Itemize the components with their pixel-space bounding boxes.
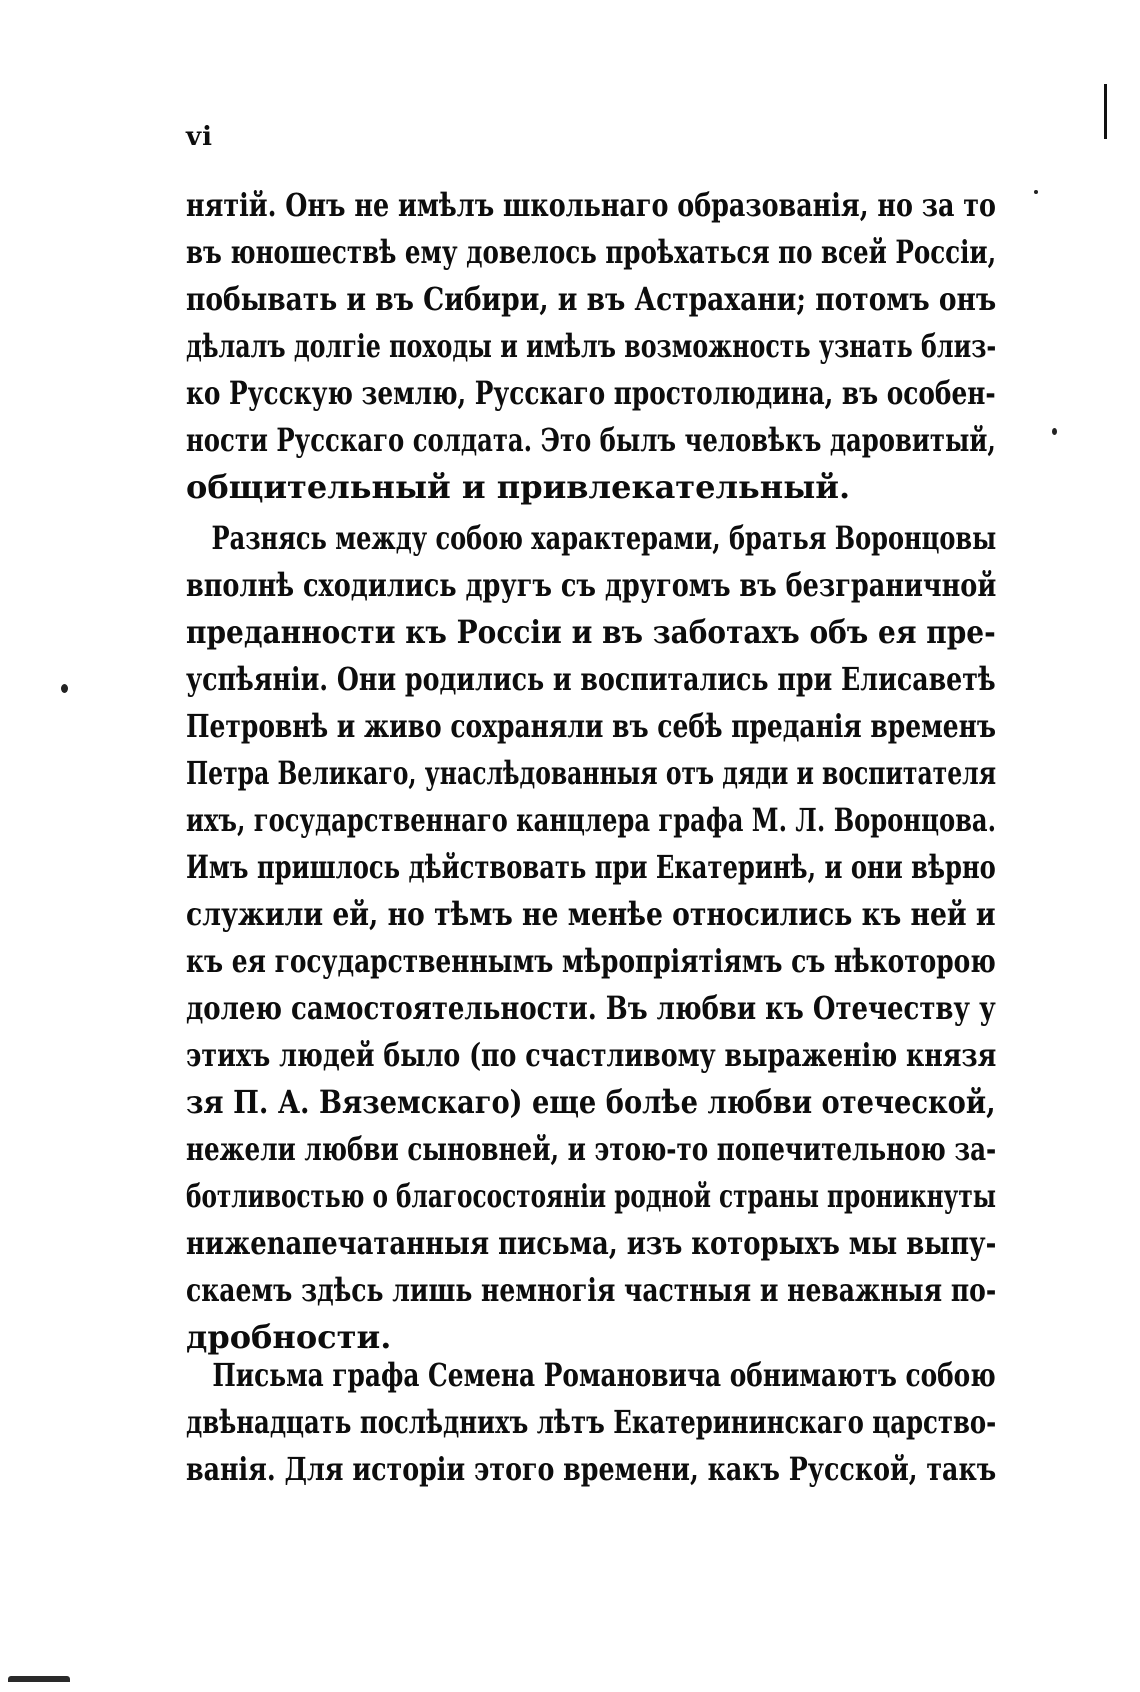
text-line: ихъ, государственнаго канцлера графа М. Л. Воронцова. — [186, 801, 997, 839]
paragraph-2 — [186, 515, 996, 1361]
text-line: Имъ пришлось дѣйствовать при Екатеринѣ, и они вѣрно — [186, 848, 996, 886]
text-line: вполнѣ сходились другъ съ другомъ въ безграничной — [186, 566, 997, 604]
text-line: ности Русскаго солдата. Это былъ человѣкъ даровитый, — [186, 421, 996, 459]
text-line: дѣлалъ долгіе походы и имѣлъ возможность узнать близ- — [186, 327, 997, 365]
text-line: служили ей, но тѣмъ не менѣе относились къ ней и — [186, 895, 996, 933]
paragraph-1 — [186, 182, 996, 511]
text-line: зя П. А. Вяземскаго) еще болѣе любви отеческой, — [186, 1083, 996, 1121]
text-line: скаемъ здѣсь лишь немногія частныя и неважныя по- — [186, 1271, 997, 1309]
text-line: ванія. Для исторіи этого времени, какъ Русской, такъ — [186, 1450, 997, 1488]
text-line: нижеnапечатанныя письма, изъ которыхъ мы выпу- — [186, 1224, 997, 1262]
text-line: ко Русскую землю, Русскаго простолюдина, въ особен- — [186, 374, 996, 412]
paragraph-3 — [186, 1352, 996, 1493]
text-line: побывать и въ Сибири, и въ Астрахани; потомъ онъ — [186, 280, 997, 318]
text-line: ботливостью о благосостояніи родной страны проникнуты — [186, 1177, 996, 1215]
scan-smudge — [8, 1676, 70, 1682]
page-number: vi — [186, 122, 213, 152]
text-line: Петра Великаго, унаслѣдованныя отъ дяди и воспитателя — [186, 754, 997, 792]
text-line: преданности къ Россіи и въ заботахъ объ ея пре- — [186, 613, 996, 651]
text-line: Петровнѣ и живо сохраняли въ себѣ преданія временъ — [186, 707, 997, 745]
margin-speck — [1052, 428, 1057, 435]
text-line: Разнясь между собою характерами, братья Воронцовы — [211, 519, 997, 557]
margin-speck — [61, 684, 68, 693]
text-line: успѣяніи. Они родились и воспитались при Елисаветѣ — [186, 660, 996, 698]
text-line: общительный и привлекательный. — [186, 468, 851, 506]
margin-speck — [1034, 190, 1038, 194]
text-line: дробности. — [186, 1318, 392, 1356]
page-edge-mark — [1104, 84, 1107, 139]
text-line: этихъ людей было (по счастливому выраженію князя — [186, 1036, 997, 1074]
text-line: Письма графа Семена Романовича обнимаютъ собою — [212, 1356, 996, 1394]
text-line: нежели любви сыновней, и этою-то попечительною за- — [186, 1130, 997, 1168]
text-line: нятій. Онъ не имѣлъ школьнаго образованія, но за то — [186, 186, 997, 224]
text-line: двѣнадцать послѣднихъ лѣтъ Екатерининскаго царство- — [186, 1403, 997, 1441]
text-line: къ ея государственнымъ мѣропріятіямъ съ нѣкоторою — [186, 942, 996, 980]
text-line: долею самостоятельности. Въ любви къ Отечеству у — [186, 989, 996, 1027]
text-line: въ юношествѣ ему довелось проѣхаться по всей Россіи, — [186, 233, 997, 271]
